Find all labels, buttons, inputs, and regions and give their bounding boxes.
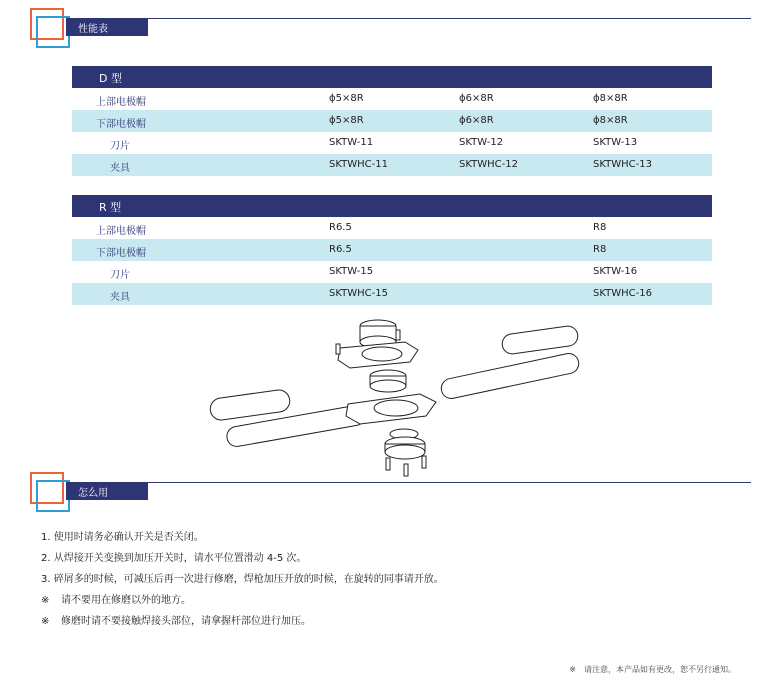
performance-section-header [0,8,776,48]
table-header: R 型 [72,195,712,217]
d-type-table [72,66,712,176]
cell: ϕ5×8R [329,93,364,104]
cell: SKTWHC-13 [593,159,652,170]
r-type-table [72,195,712,305]
logo-square-blue [36,480,70,512]
cell: SKTWHC-12 [459,159,518,170]
row-label: 上部电极帽 [96,97,146,108]
table-row [72,154,712,176]
table-row [72,261,712,283]
row-label: 夹具 [110,292,130,303]
row-label: 上部电极帽 [96,226,146,237]
instruction-item: 2. 从焊接开关变换到加压开关时，请水平位置滑动 4-5 次。 [41,553,307,564]
table-header: D 型 [72,66,712,88]
section-rule [148,482,751,483]
right-handle [439,352,580,401]
footer-note: ※ 请注意，本产品如有更改，恕不另行通知。 [569,665,736,674]
cell: ϕ6×8R [459,93,494,104]
row-label: 刀片 [110,270,130,281]
row-label: 夹具 [110,163,130,174]
cell: SKTWHC-11 [329,159,388,170]
note-mark: ※ [41,616,50,627]
section-title-bar [66,18,148,36]
exploded-assembly-diagram [200,318,590,478]
cell: R6.5 [329,222,352,233]
section-title: 怎么用 [78,488,108,499]
row-label: 下部电极帽 [96,119,146,130]
cell: SKTW-13 [593,137,638,148]
cell: SKTW-12 [459,137,504,148]
left-handle [209,389,291,422]
instruction-item: ※ 修磨时请不要接触焊接头部位，请拿握杆部位进行加压。 [41,616,311,627]
table-row [72,132,712,154]
cell: R6.5 [329,244,352,255]
cell: ϕ8×8R [593,115,628,126]
cell: SKTW-11 [329,137,374,148]
usage-instructions [41,528,444,633]
logo-square-blue [36,16,70,48]
cell: R8 [593,244,607,255]
cell: ϕ5×8R [329,115,364,126]
table-row [72,283,712,305]
cell: SKTWHC-16 [593,288,652,299]
section-rule [148,18,751,19]
cell: R8 [593,222,607,233]
cell: ϕ6×8R [459,115,494,126]
table-row [72,110,712,132]
section-title: 性能表 [78,24,108,35]
cell: ϕ8×8R [593,93,628,104]
table-row [72,88,712,110]
instruction-item: 1. 使用时请务必确认开关是否关闭。 [41,532,204,543]
row-label: 下部电极帽 [96,248,146,259]
note-mark: ※ [41,595,50,606]
upper-handle [501,325,579,355]
cell: SKTWHC-15 [329,288,388,299]
cell: SKTW-16 [593,266,638,277]
instruction-item: ※ 请不要用在修磨以外的地方。 [41,595,191,606]
section-title-bar [66,482,148,500]
usage-section-header [0,472,776,512]
instruction-item: 3. 碎屑多的时候，可减压后再一次进行修磨，焊枪加压开放的时候，在旋转的同事请开放。 [41,574,444,585]
table-row [72,239,712,261]
row-label: 刀片 [110,141,130,152]
table-row [72,217,712,239]
cell: SKTW-15 [329,266,374,277]
